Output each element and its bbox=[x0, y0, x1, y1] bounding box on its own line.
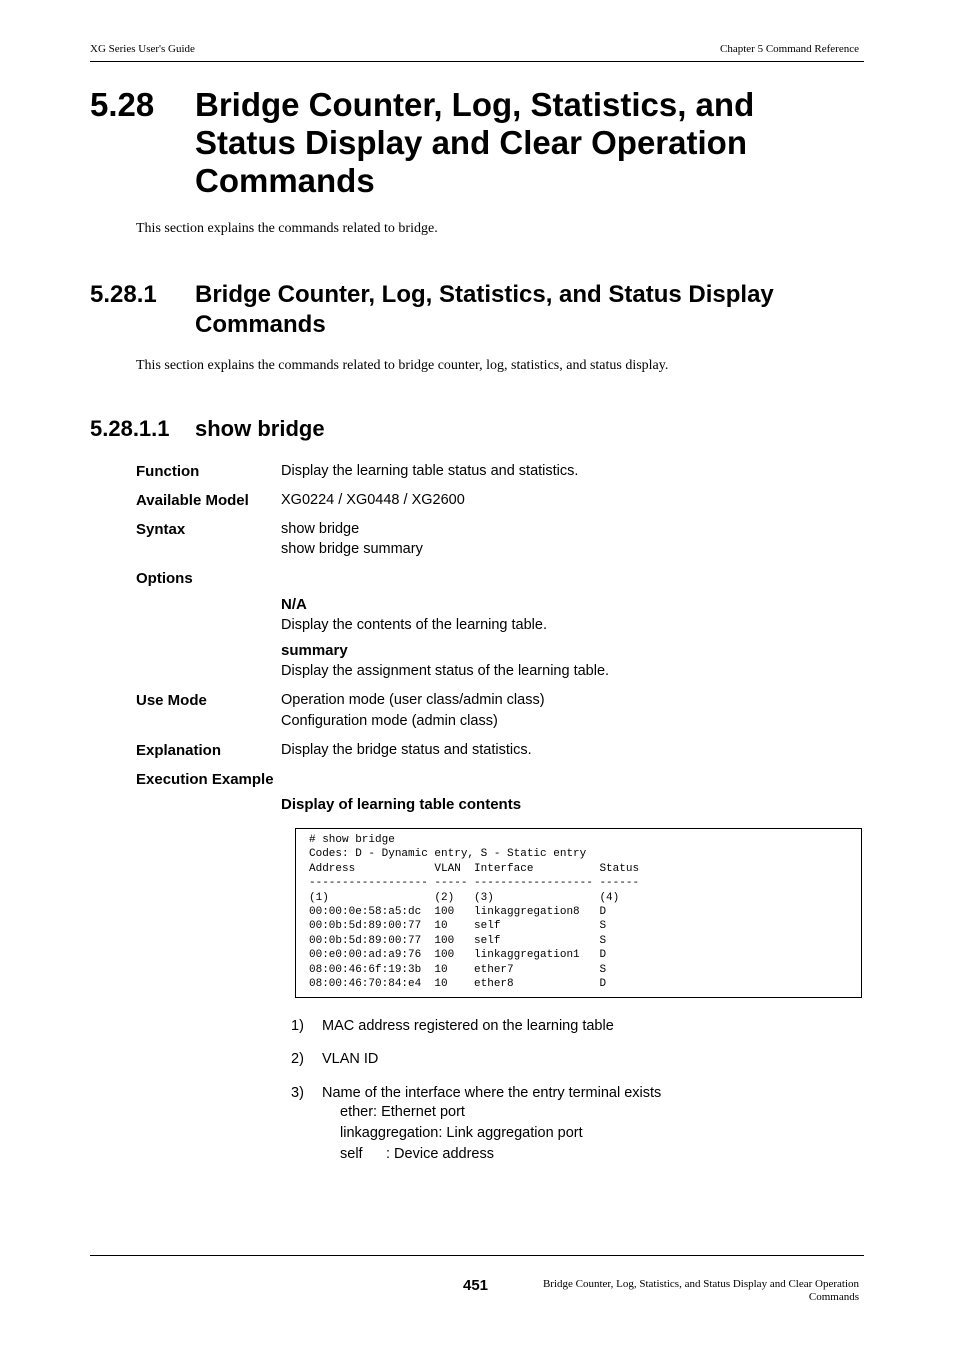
syntax-line: show bridge summary bbox=[281, 541, 423, 557]
note-number: 3) bbox=[291, 1085, 304, 1101]
subsection-intro: This section explains the commands related to bridge counter, log, statistics, and status display. bbox=[136, 358, 669, 373]
syntax-label: Syntax bbox=[136, 521, 186, 538]
note-item bbox=[291, 1016, 614, 1037]
command-title: show bridge bbox=[195, 416, 325, 441]
interface-type-item bbox=[340, 1144, 494, 1165]
page-number: 451 bbox=[463, 1277, 489, 1294]
footer-section-title bbox=[543, 1278, 859, 1304]
subsection-title: Bridge Counter, Log, Statistics, and Status Display Commands bbox=[195, 281, 774, 338]
usemode-line: Operation mode (user class/admin class) bbox=[281, 692, 545, 708]
command-number: 5.28.1.1 bbox=[90, 416, 170, 441]
usemode-line: Configuration mode (admin class) bbox=[281, 713, 498, 729]
interface-type-item: linkaggregation: Link aggregation port bbox=[340, 1125, 583, 1141]
section-title: Bridge Counter, Log, Statistics, and Status Display and Clear Operation Commands bbox=[195, 86, 755, 199]
code-line: 08:00:46:6f:19:3b 10 ether7 S bbox=[309, 963, 607, 976]
interface-type-item: ether: Ethernet port bbox=[340, 1104, 465, 1120]
example-title: Display of learning table contents bbox=[281, 796, 522, 813]
note-item bbox=[291, 1083, 661, 1104]
note-text: MAC address registered on the learning table bbox=[322, 1018, 614, 1034]
code-line: # show bridge bbox=[309, 834, 395, 846]
code-line: 00:0b:5d:89:00:77 10 self S bbox=[309, 920, 607, 933]
code-line: 00:0b:5d:89:00:77 100 self S bbox=[309, 934, 607, 947]
syntax-line: show bridge bbox=[281, 521, 360, 537]
option-name: N/A bbox=[281, 596, 307, 613]
note-text: VLAN ID bbox=[322, 1051, 379, 1067]
function-label: Function bbox=[136, 463, 200, 480]
code-line: 08:00:46:70:84:e4 10 ether8 D bbox=[309, 978, 607, 991]
subsection-number: 5.28.1 bbox=[90, 281, 157, 308]
option-desc: Display the assignment status of the learning table. bbox=[281, 663, 610, 679]
options-label: Options bbox=[136, 570, 193, 587]
note-item bbox=[291, 1049, 378, 1070]
example-label: Execution Example bbox=[136, 771, 274, 788]
code-line: (1) (2) (3) (4) bbox=[309, 891, 620, 904]
interface-type-key: self bbox=[340, 1146, 363, 1162]
function-text: Display the learning table status and statistics. bbox=[281, 463, 579, 479]
note-number: 2) bbox=[291, 1051, 304, 1067]
footer-title-line: Bridge Counter, Log, Statistics, and Status Display and Clear Operation bbox=[542, 1278, 859, 1290]
interface-type-desc: : Device address bbox=[386, 1146, 494, 1162]
section-heading bbox=[90, 86, 850, 200]
code-line: 00:e0:00:ad:a9:76 100 linkaggregation1 D bbox=[309, 949, 607, 962]
code-line: Codes: D - Dynamic entry, S - Static entry bbox=[309, 848, 587, 861]
example-code-block bbox=[295, 828, 862, 998]
footer-title-line: Commands bbox=[808, 1291, 859, 1303]
section-number: 5.28 bbox=[90, 86, 155, 123]
code-line: 00:00:0e:58:a5:dc 100 linkaggregation8 D bbox=[309, 906, 607, 919]
command-heading bbox=[90, 415, 325, 443]
code-line: Address VLAN Interface Status bbox=[309, 862, 640, 875]
header-chapter-title: Chapter 5 Command Reference bbox=[720, 43, 859, 55]
model-text: XG0224 / XG0448 / XG2600 bbox=[281, 492, 465, 508]
explanation-label: Explanation bbox=[136, 742, 222, 759]
option-name: summary bbox=[281, 642, 348, 659]
note-number: 1) bbox=[291, 1018, 304, 1034]
usemode-label: Use Mode bbox=[136, 692, 207, 709]
section-intro: This section explains the commands related to bridge. bbox=[136, 221, 438, 236]
running-header bbox=[90, 43, 864, 62]
option-desc: Display the contents of the learning table. bbox=[281, 617, 547, 633]
header-guide-title: XG Series User's Guide bbox=[90, 43, 195, 55]
note-text: Name of the interface where the entry terminal exists bbox=[322, 1085, 662, 1101]
code-line: ------------------ ----- ------------------ ------ bbox=[309, 877, 640, 890]
model-label: Available Model bbox=[136, 492, 249, 509]
footer-rule bbox=[90, 1255, 864, 1256]
subsection-heading bbox=[90, 280, 850, 340]
explanation-text: Display the bridge status and statistics. bbox=[281, 742, 532, 758]
